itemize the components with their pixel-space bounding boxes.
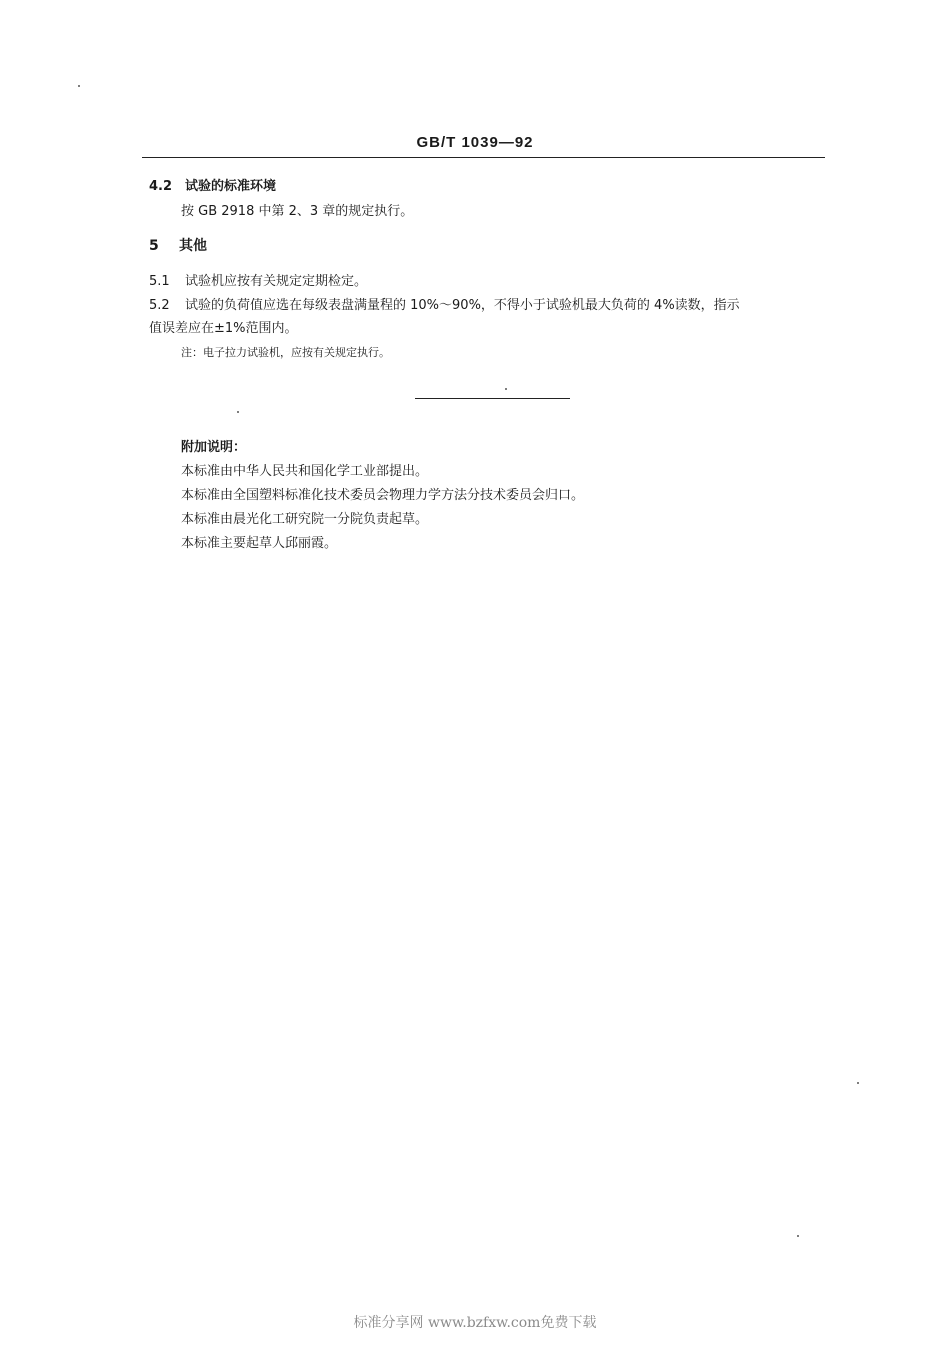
section-5-2-text-line2: 值误差应在±1%范围内。: [149, 321, 298, 336]
section-5-2-text-line1: 试验的负荷值应选在每级表盘满量程的 10%～90%，不得小于试验机最大负荷的 4%读数，指示: [185, 298, 740, 313]
section-5-heading: [149, 236, 207, 256]
additional-notes-title: 附加说明：: [181, 440, 247, 455]
section-5-title: 其他: [179, 238, 207, 254]
scan-speck: [857, 1082, 859, 1084]
scan-speck: [78, 85, 80, 87]
additional-note-line: 本标准主要起草人邱丽霞。: [181, 536, 338, 551]
scan-speck: [237, 411, 239, 413]
additional-note-line: 本标准由中华人民共和国化学工业部提出。: [181, 464, 429, 479]
additional-note-line: 本标准由晨光化工研究院一分院负责起草。: [181, 512, 429, 527]
section-4-2-heading: [149, 177, 276, 197]
section-separator: [415, 398, 570, 399]
section-5-number: 5: [149, 238, 159, 254]
scan-speck: [505, 388, 507, 390]
section-4-2-title: 试验的标准环境: [185, 179, 277, 194]
note-text: 注：电子拉力试验机，应按有关规定执行。: [181, 346, 390, 359]
section-5-2: [149, 296, 740, 316]
section-5-1-text: 试验机应按有关规定定期检定。: [185, 274, 368, 289]
section-4-2-number: 4.2: [149, 179, 173, 194]
scan-speck: [797, 1235, 799, 1237]
section-5-1-number: 5.1: [149, 274, 170, 289]
section-5-2-number: 5.2: [149, 298, 170, 313]
footer-watermark: 标准分享网 www.bzfxw.com免费下载: [353, 1315, 597, 1331]
header-rule: [142, 157, 825, 158]
standard-code-header: GB/T 1039—92: [416, 134, 534, 151]
section-4-2-text: 按 GB 2918 中第 2、3 章的规定执行。: [181, 204, 414, 219]
additional-note-line: 本标准由全国塑料标准化技术委员会物理力学方法分技术委员会归口。: [181, 488, 585, 503]
section-5-1: [149, 272, 367, 292]
